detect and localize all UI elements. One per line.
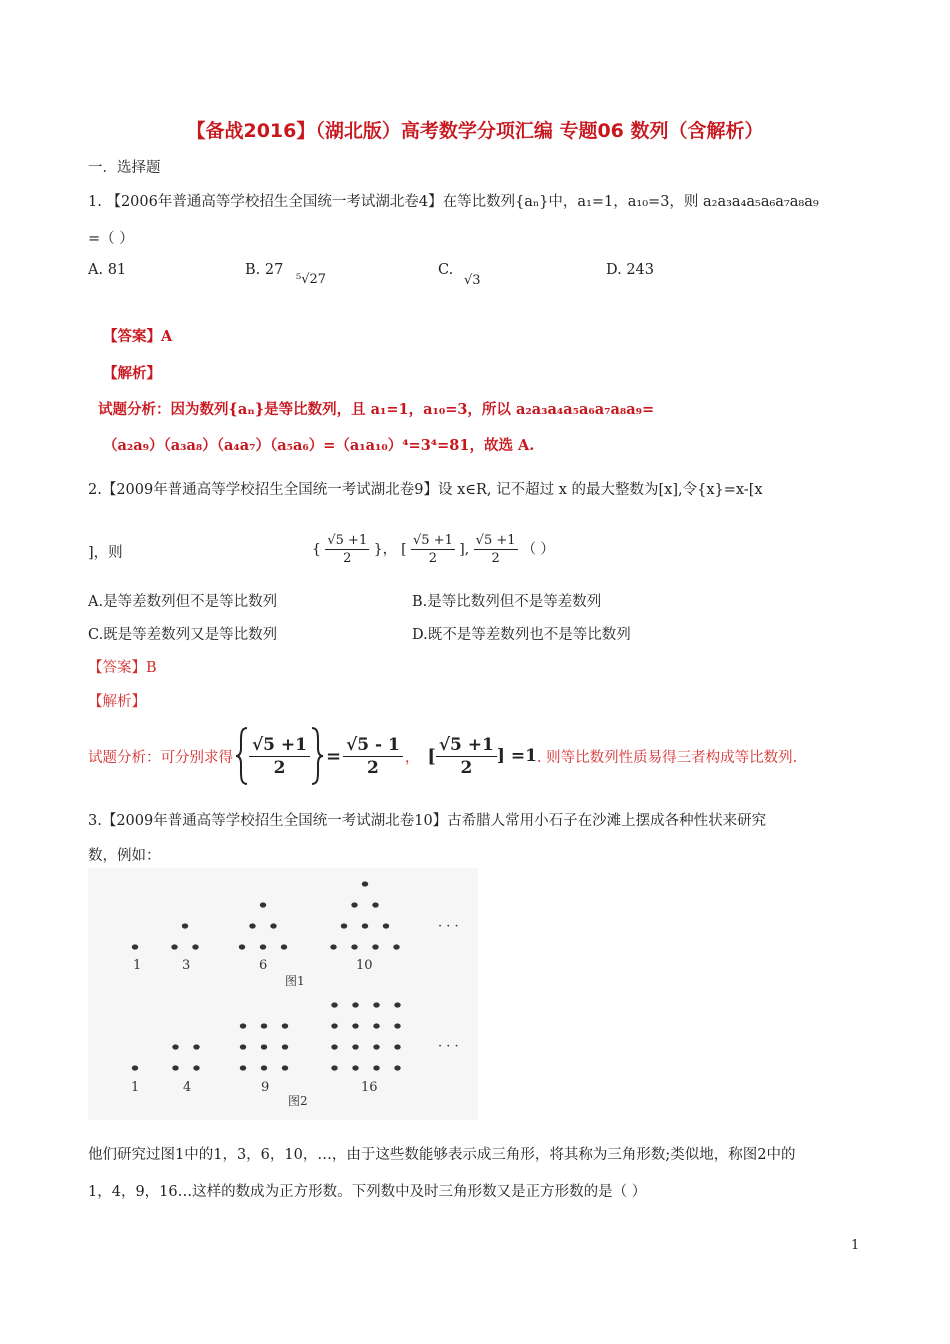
fig2-label-4: 4 bbox=[183, 1080, 192, 1095]
fraction-numerator: √5 +1 bbox=[436, 734, 497, 757]
square-pebble bbox=[240, 1023, 246, 1028]
fraction-denominator: 2 bbox=[428, 551, 438, 566]
fig2-label-9: 9 bbox=[261, 1080, 270, 1095]
fraction-denominator: 2 bbox=[343, 551, 352, 566]
fig1-label-3: 3 bbox=[182, 958, 191, 973]
answer-paren: （ ） bbox=[521, 541, 555, 558]
fig1-label-1: 1 bbox=[133, 958, 142, 973]
square-pebble bbox=[172, 1044, 178, 1049]
square-pebble bbox=[331, 1002, 337, 1007]
pebble-figures-svg bbox=[88, 868, 478, 1120]
fig2-label-1: 1 bbox=[131, 1080, 140, 1095]
triangle-pebble bbox=[383, 923, 389, 928]
q1-stem-line1: 1. 【2006年普通高等学校招生全国统一考试湖北卷4】在等比数列{aₙ}中，a₁=1，a₁₀=3，则 a₂a₃a₄a₅a₆a₇a₈a₉ bbox=[88, 194, 819, 210]
fraction-denominator: 2 bbox=[367, 757, 379, 778]
triangle-pebble bbox=[260, 944, 266, 949]
square-pebble bbox=[240, 1065, 246, 1070]
q1-option-a: A. 81 bbox=[88, 262, 127, 278]
fraction-numerator: √5 - 1 bbox=[343, 734, 403, 757]
page-title: 【备战2016】（湖北版）高考数学分项汇编 专题06 数列（含解析） bbox=[186, 120, 764, 142]
square-pebble bbox=[394, 1002, 400, 1007]
q1-stem-line2: =（ ） bbox=[88, 231, 134, 247]
square-pebble bbox=[172, 1065, 178, 1070]
fig2-ellipsis: · · · bbox=[438, 1039, 459, 1054]
q2-option-c: C.既是等差数列又是等比数列 bbox=[88, 627, 278, 643]
q2-analysis-prefix: 试题分析：可分别求得 bbox=[88, 749, 233, 766]
q2-option-a: A.是等差数列但不是等比数列 bbox=[88, 594, 278, 610]
square-pebble bbox=[352, 1002, 358, 1007]
square-pebble bbox=[282, 1065, 288, 1070]
fraction-denominator: 2 bbox=[273, 757, 286, 778]
brace-expression bbox=[235, 726, 324, 786]
open-bracket: [ bbox=[427, 745, 436, 767]
fraction-denominator: 2 bbox=[491, 551, 500, 566]
square-pebble bbox=[331, 1065, 337, 1070]
bracket-open: [ bbox=[401, 541, 407, 558]
q1-option-c: C. bbox=[438, 262, 454, 278]
square-pebble bbox=[373, 1044, 379, 1049]
fraction-numerator: √5 +1 bbox=[249, 734, 310, 757]
square-pebble bbox=[352, 1065, 358, 1070]
square-pebble bbox=[331, 1023, 337, 1028]
q2-stem-line2: ]，则 bbox=[88, 545, 123, 561]
fig1-label-6: 6 bbox=[259, 958, 268, 973]
q2-option-b: B.是等比数列但不是等差数列 bbox=[412, 594, 602, 610]
triangle-pebble bbox=[372, 902, 378, 907]
fig2-caption: 图2 bbox=[288, 1094, 308, 1108]
triangle-pebble bbox=[260, 902, 266, 907]
triangle-pebble bbox=[372, 944, 378, 949]
square-pebble bbox=[352, 1023, 358, 1028]
section-heading: 一．选择题 bbox=[88, 160, 161, 176]
q3-stem-line2: 数，例如： bbox=[88, 848, 161, 864]
fraction-denominator: 2 bbox=[460, 757, 473, 778]
q1-analysis-line1: 试题分析：因为数列{aₙ}是等比数列，且 a₁=1，a₁₀=3，所以 a₂a₃a₄a₅a₆a₇a₈a₉= bbox=[98, 401, 655, 418]
q2-sequence bbox=[312, 532, 554, 567]
triangle-pebble bbox=[393, 944, 399, 949]
square-pebble bbox=[261, 1023, 267, 1028]
q1-answer: 【答案】A bbox=[103, 328, 173, 345]
q1-option-b: B. 27 bbox=[245, 262, 284, 278]
fraction-numerator: √5 +1 bbox=[412, 533, 453, 548]
q2-fraction-1 bbox=[325, 532, 369, 567]
q1-option-c-root: √3 bbox=[464, 273, 481, 288]
triangle-pebble bbox=[182, 923, 188, 928]
triangle-pebble bbox=[132, 944, 138, 949]
q1-analysis-line2: （a₂a₉）（a₃a₈）（a₄a₇）（a₅a₆）=（a₁a₁₀）⁴=3⁴=81，故选 A. bbox=[103, 437, 535, 454]
q1-option-d: D. 243 bbox=[606, 262, 655, 278]
floor-result: ] =1 bbox=[496, 746, 537, 766]
triangle-pebble bbox=[341, 923, 347, 928]
square-pebble bbox=[373, 1023, 379, 1028]
equals-sign: = bbox=[326, 745, 342, 767]
fig1-label-10: 10 bbox=[356, 958, 373, 973]
pebble-figures bbox=[88, 868, 478, 1120]
square-pebble bbox=[352, 1044, 358, 1049]
square-pebble bbox=[282, 1023, 288, 1028]
square-pebble bbox=[394, 1044, 400, 1049]
triangle-pebble bbox=[351, 902, 357, 907]
square-pebble bbox=[373, 1065, 379, 1070]
comma: ， bbox=[404, 749, 420, 766]
q1-option-b-root: ⁵√27 bbox=[296, 272, 327, 287]
q3-paragraph-line2: 1，4，9，16…这样的数成为正方形数。下列数中及时三角形数又是正方形数的是（ ） bbox=[88, 1184, 647, 1200]
triangle-pebble bbox=[192, 944, 198, 949]
triangle-pebble bbox=[362, 881, 368, 886]
triangle-pebble bbox=[249, 923, 255, 928]
brace-open: { bbox=[312, 541, 321, 558]
q2-fraction-2 bbox=[411, 532, 455, 567]
square-pebble bbox=[261, 1065, 267, 1070]
square-pebble bbox=[261, 1044, 267, 1049]
square-pebble bbox=[331, 1044, 337, 1049]
square-pebble bbox=[193, 1044, 199, 1049]
fig2-label-16: 16 bbox=[361, 1080, 378, 1095]
triangle-pebble bbox=[330, 944, 336, 949]
triangle-pebble bbox=[281, 944, 287, 949]
bracket-close: ], bbox=[459, 541, 470, 558]
square-pebble bbox=[373, 1002, 379, 1007]
square-pebble bbox=[282, 1044, 288, 1049]
fraction-numerator: √5 +1 bbox=[327, 533, 368, 548]
square-pebble bbox=[394, 1065, 400, 1070]
q2-fraction-3 bbox=[474, 532, 518, 567]
analysis-fraction-3 bbox=[436, 734, 497, 779]
triangle-pebble bbox=[362, 923, 368, 928]
fig1-ellipsis: · · · bbox=[438, 919, 459, 934]
q3-stem-line1: 3.【2009年普通高等学校招生全国统一考试湖北卷10】古希腊人常用小石子在沙滩上摆成各种性状来研究 bbox=[88, 813, 767, 829]
triangle-pebble bbox=[239, 944, 245, 949]
q2-analysis-suffix: . 则等比数列性质易得三者构成等比数列. bbox=[536, 749, 798, 766]
triangle-pebble bbox=[171, 944, 177, 949]
fig1-caption: 图1 bbox=[285, 974, 305, 988]
q2-answer: 【答案】B bbox=[88, 660, 157, 676]
square-pebble bbox=[193, 1065, 199, 1070]
q3-paragraph-line1: 他们研究过图1中的1，3，6，10，…，由于这些数能够表示成三角形，将其称为三角形数;类似地，称图2中的 bbox=[88, 1147, 796, 1163]
page-number: 1 bbox=[851, 1238, 860, 1253]
q2-stem-line1: 2.【2009年普通高等学校招生全国统一考试湖北卷9】设 x∈R, 记不超过 x 的最大整数为[x],令{x}=x-[x bbox=[88, 482, 763, 498]
q1-analysis-label: 【解析】 bbox=[103, 365, 161, 382]
analysis-fraction-1 bbox=[249, 734, 310, 779]
left-brace-icon bbox=[235, 726, 249, 786]
fraction-numerator: √5 +1 bbox=[475, 533, 516, 548]
q2-analysis-body bbox=[88, 724, 797, 788]
q2-analysis-label: 【解析】 bbox=[88, 694, 146, 710]
q2-option-d: D.既不是等差数列也不是等比数列 bbox=[412, 627, 631, 643]
triangle-pebble bbox=[270, 923, 276, 928]
square-pebble bbox=[132, 1065, 138, 1070]
square-pebble bbox=[394, 1023, 400, 1028]
right-brace-icon bbox=[310, 726, 324, 786]
triangle-pebble bbox=[351, 944, 357, 949]
square-pebble bbox=[240, 1044, 246, 1049]
brace-close: }， bbox=[373, 541, 397, 558]
analysis-fraction-2 bbox=[343, 734, 403, 779]
